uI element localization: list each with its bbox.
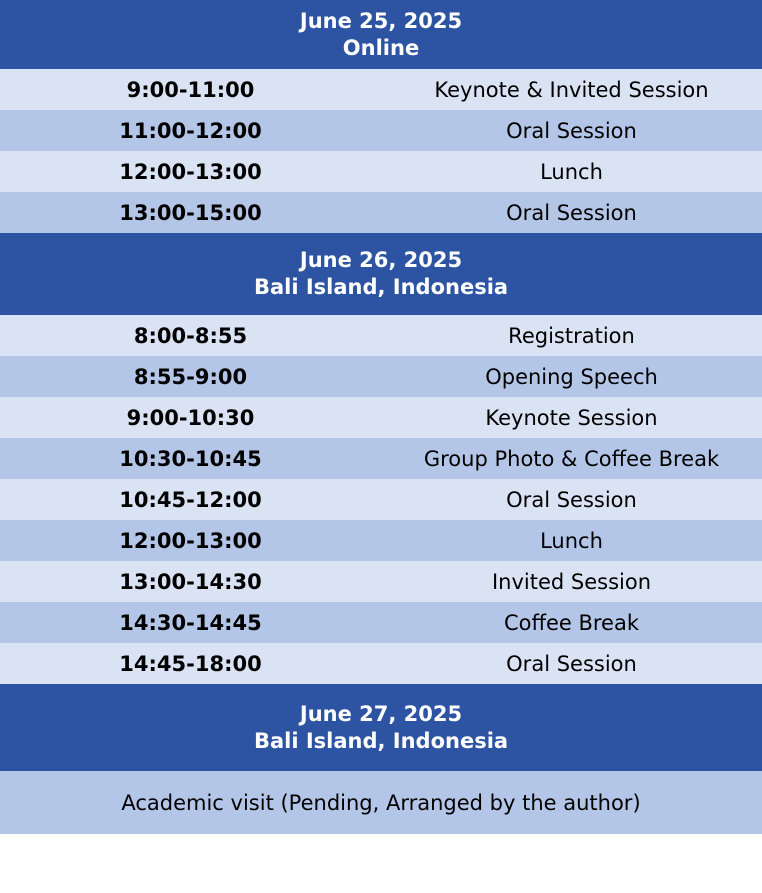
day-location: Bali Island, Indonesia <box>253 275 509 299</box>
session-row <box>0 192 762 233</box>
note-row <box>0 771 762 834</box>
session-row <box>0 479 762 520</box>
session-event: Oral Session <box>381 110 762 151</box>
session-row <box>0 643 762 684</box>
day-date: June 25, 2025 <box>299 8 463 33</box>
session-row <box>0 69 762 110</box>
session-time: 9:00-11:00 <box>0 69 381 110</box>
day-date: June 27, 2025 <box>299 701 463 726</box>
day-header-cell <box>0 0 762 69</box>
session-row <box>0 110 762 151</box>
session-time: 13:00-14:30 <box>0 561 381 602</box>
session-row <box>0 356 762 397</box>
session-row <box>0 438 762 479</box>
day-location: Online <box>342 35 420 60</box>
session-row <box>0 315 762 356</box>
session-event: Opening Speech <box>381 356 762 397</box>
day-header <box>0 0 762 69</box>
day-header <box>0 233 762 315</box>
session-time: 8:00-8:55 <box>0 315 381 356</box>
session-time: 13:00-15:00 <box>0 192 381 233</box>
day-note: Academic visit (Pending, Arranged by the author) <box>0 771 762 834</box>
session-event: Lunch <box>381 520 762 561</box>
session-time: 12:00-13:00 <box>0 520 381 561</box>
session-row <box>0 397 762 438</box>
session-time: 8:55-9:00 <box>0 356 381 397</box>
session-event: Registration <box>381 315 762 356</box>
session-time: 10:30-10:45 <box>0 438 381 479</box>
session-row <box>0 151 762 192</box>
session-event: Invited Session <box>381 561 762 602</box>
session-event: Keynote & Invited Session <box>381 69 762 110</box>
day-location: Bali Island, Indonesia <box>253 728 509 753</box>
session-event: Group Photo & Coffee Break <box>381 438 762 479</box>
session-row <box>0 602 762 643</box>
session-event: Oral Session <box>381 479 762 520</box>
session-row <box>0 561 762 602</box>
session-time: 14:45-18:00 <box>0 643 381 684</box>
session-time: 12:00-13:00 <box>0 151 381 192</box>
session-time: 10:45-12:00 <box>0 479 381 520</box>
session-time: 9:00-10:30 <box>0 397 381 438</box>
session-time: 14:30-14:45 <box>0 602 381 643</box>
day-date: June 26, 2025 <box>299 248 463 272</box>
session-event: Oral Session <box>381 192 762 233</box>
session-event: Lunch <box>381 151 762 192</box>
session-row <box>0 520 762 561</box>
session-event: Coffee Break <box>381 602 762 643</box>
day-header <box>0 684 762 771</box>
session-event: Oral Session <box>381 643 762 684</box>
session-time: 11:00-12:00 <box>0 110 381 151</box>
session-event: Keynote Session <box>381 397 762 438</box>
day-header-cell <box>0 233 762 315</box>
day-header-cell <box>0 684 762 771</box>
